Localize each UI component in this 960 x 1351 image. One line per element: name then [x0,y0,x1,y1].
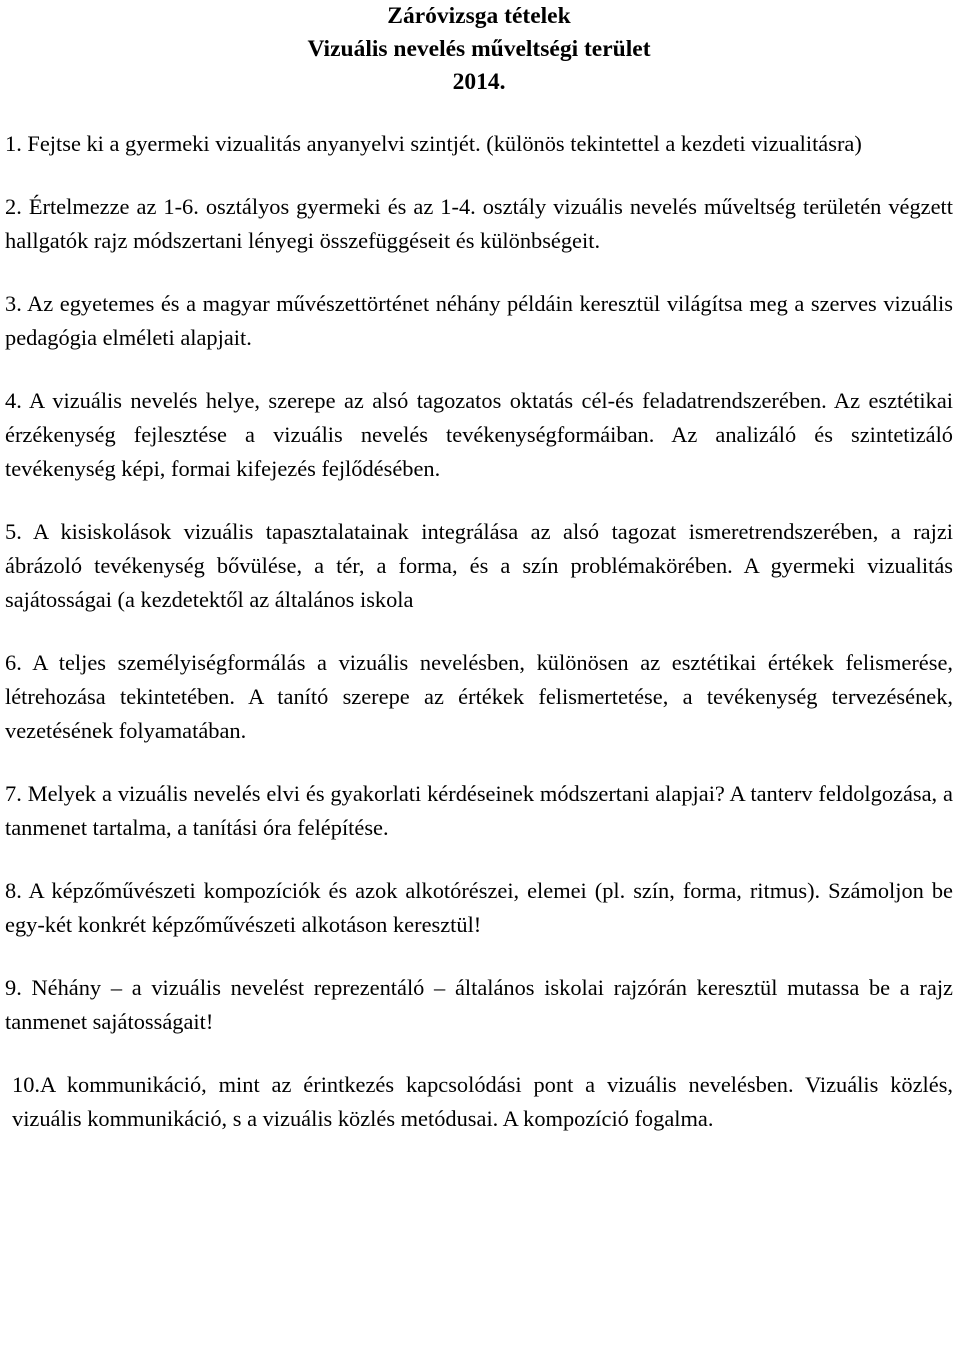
exam-topic-2 [5,190,953,258]
exam-topic-6 [5,646,953,748]
exam-topic-text: Értelmezze az 1-6. osztályos gyermeki és az 1-4. osztály vizuális nevelés műveltség területén végzett hallgatók rajz módszertani lényegi összefüggéseit és különbségeit. [5,194,953,253]
exam-topic-7 [5,777,953,845]
exam-topic-number: 8. [5,878,22,903]
exam-topic-number: 7. [5,781,22,806]
exam-topic-number: 2. [5,194,22,219]
exam-topic-5 [5,515,953,617]
exam-topic-8 [5,874,953,942]
exam-topic-number: 1. [5,131,22,156]
exam-topic-text: A képzőművészeti kompozíciók és azok alkotórészei, elemei (pl. szín, forma, ritmus). Számoljon be egy-két konkrét képzőművészeti alkotáson keresztül! [5,878,953,937]
document-subtitle: Vizuális nevelés műveltségi terület [307,36,651,62]
exam-topic-10 [5,1068,953,1136]
exam-topic-4 [5,384,953,486]
exam-topic-9 [5,971,953,1039]
exam-topic-text: A kommunikáció, mint az érintkezés kapcsolódási pont a vizuális nevelésben. Vizuális közlés, vizuális kommunikáció, s a vizuális közlés metódusai. A kompozíció fogalma. [12,1072,953,1131]
exam-topic-number: 9. [5,975,22,1000]
document-header [5,0,953,99]
document-year: 2014. [452,69,506,95]
document-title: Záróvizsga tételek [387,3,571,29]
exam-topic-text: Melyek a vizuális nevelés elvi és gyakorlati kérdéseinek módszertani alapjai? A tanterv feldolgozása, a tanmenet tartalma, a tanítási óra felépítése. [5,781,953,840]
exam-topic-number: 3. [5,291,22,316]
exam-topic-text: A vizuális nevelés helye, szerepe az alsó tagozatos oktatás cél-és feladatrendszerében. Az esztétikai érzékenység fejlesztése a vizuális nevelés tevékenységformáiban. Az analizáló és szintetizáló tevékenység képi, formai kifejezés fejlődésében. [5,388,953,481]
exam-topic-text: A kisiskolások vizuális tapasztalatainak integrálása az alsó tagozat ismeretrendszerében, a rajzi ábrázoló tevékenység bővülése, a tér, a forma, és a szín problémakörében. A gyermeki vizualitás sajátosságai (a kezdetektől az általános iskola [5,519,953,612]
exam-topic-text: Az egyetemes és a magyar művészettörténet néhány példáin keresztül világítsa meg a szerves vizuális pedagógia elméleti alapjait. [5,291,953,350]
exam-topic-number: 5. [5,519,22,544]
exam-topic-number: 6. [5,650,22,675]
exam-topic-3 [5,287,953,355]
exam-topic-text: Néhány – a vizuális nevelést reprezentáló – általános iskolai rajzórán keresztül mutassa be a rajz tanmenet sajátosságait! [5,975,953,1034]
exam-topic-1 [5,127,953,161]
exam-topic-number: 10. [12,1072,40,1097]
exam-topic-list [5,127,953,1136]
exam-topic-text: A teljes személyiségformálás a vizuális nevelésben, különösen az esztétikai értékek felismerése, létrehozása tekintetében. A tanító szerepe az értékek felismertetése, a tevékenység tervezésének, vezetésének folyamatában. [5,650,953,743]
exam-topic-number: 4. [5,388,22,413]
exam-topic-text: Fejtse ki a gyermeki vizualitás anyanyelvi szintjét. (különös tekintettel a kezdeti vizualitásra) [27,131,862,156]
